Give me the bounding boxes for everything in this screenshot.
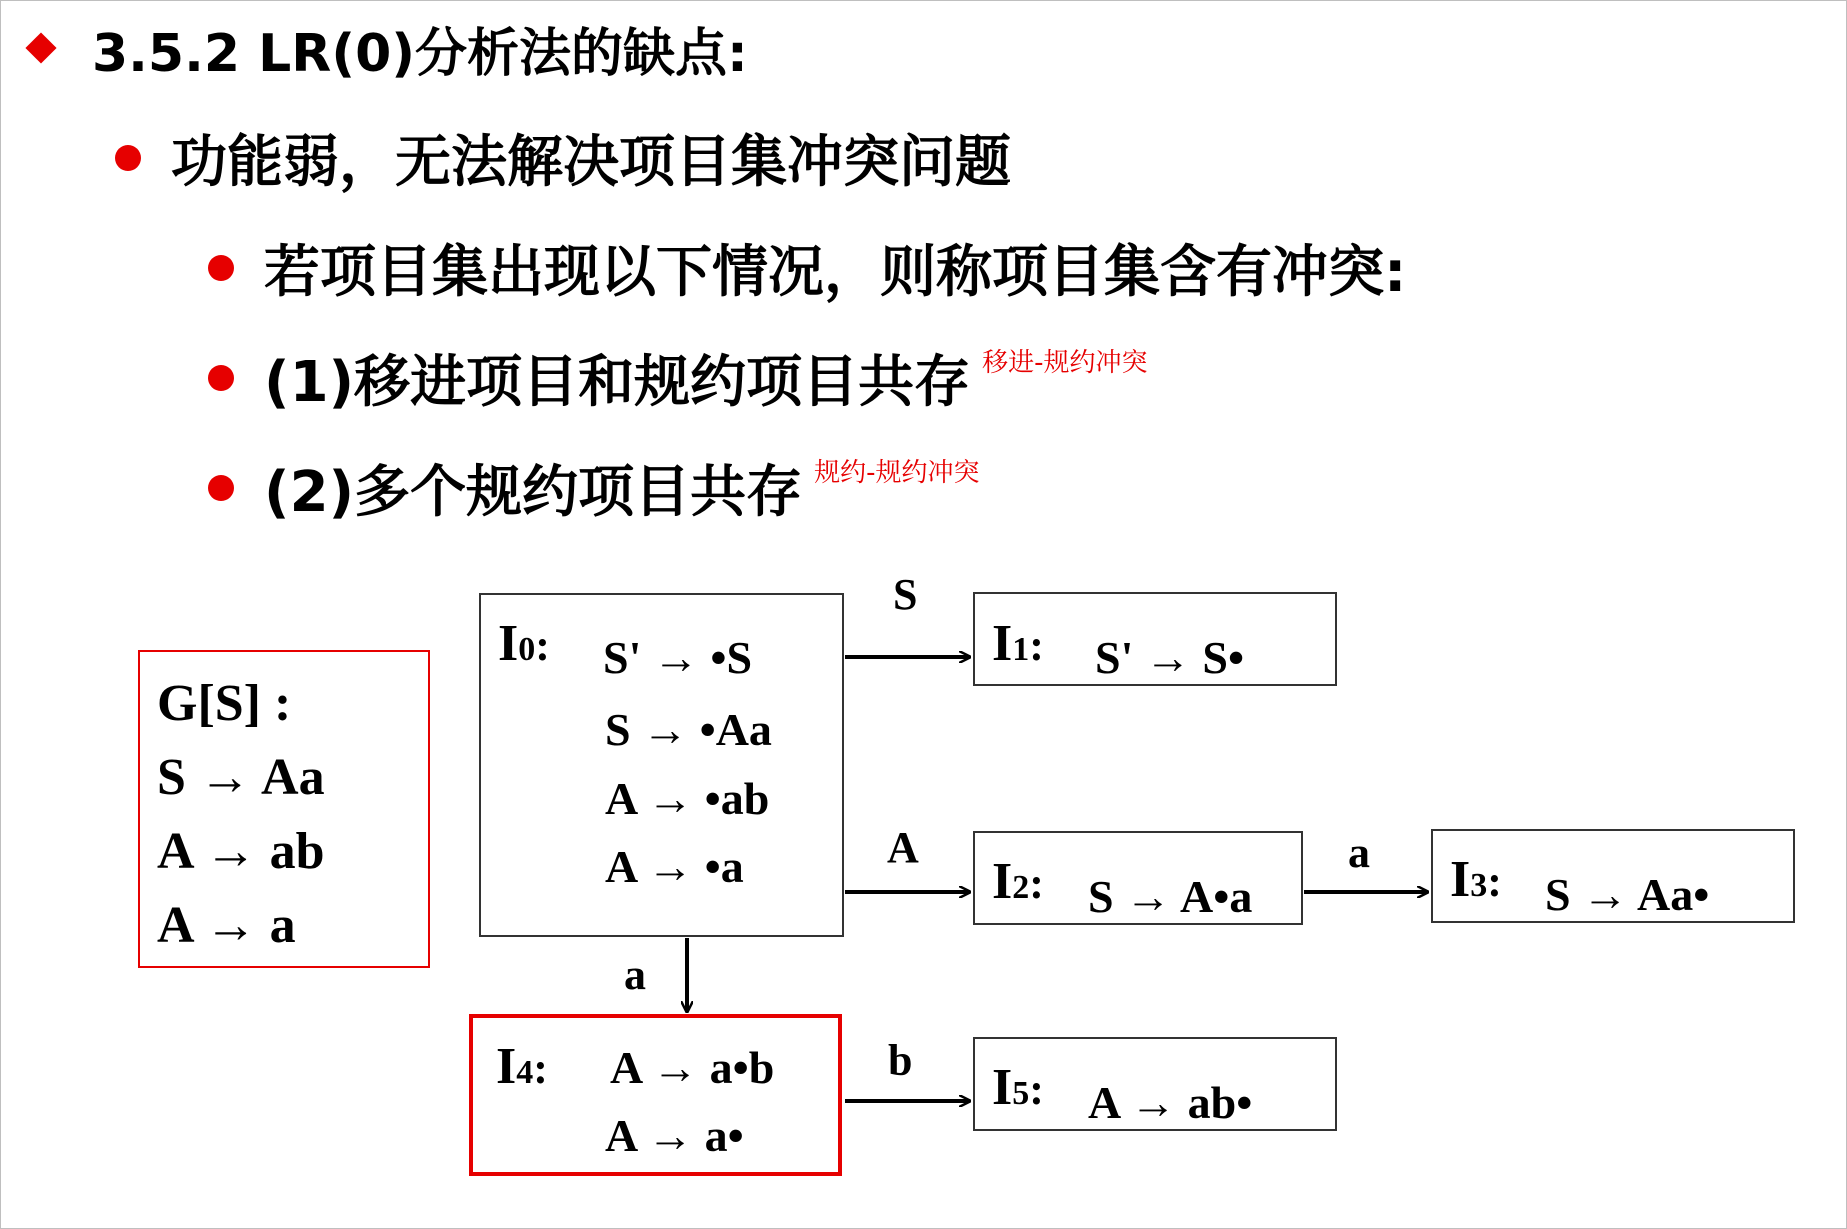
transition-i0-i1	[845, 570, 970, 657]
state-i2-item: S → A•a	[1088, 871, 1253, 922]
state-i2-label: I2:	[992, 853, 1044, 910]
bullet-1-text: 功能弱，无法解决项目集冲突问题	[171, 130, 1011, 195]
bullet-2-text: 若项目集出现以下情况，则称项目集含有冲突:	[264, 240, 1407, 305]
state-i2	[974, 832, 1302, 924]
grammar-rule: A → a	[157, 897, 296, 954]
heading-title: 3.5.2 LR(0)分析法的缺点:	[92, 23, 748, 84]
state-i4-item: A → a•	[605, 1110, 744, 1161]
transition-i0-i2	[845, 823, 970, 892]
state-i4-item: A → a•b	[610, 1042, 775, 1093]
bullet-3-note: 移进-规约冲突	[982, 347, 1148, 378]
state-i1-item: S' → S•	[1095, 632, 1245, 683]
state-i0-label: I0:	[498, 615, 550, 672]
grammar-rule: A → ab	[157, 823, 325, 880]
state-i3	[1432, 830, 1794, 922]
transition-i4-i5	[845, 1036, 970, 1101]
transition-symbol: a	[1348, 828, 1370, 877]
state-i5	[974, 1038, 1336, 1130]
state-i3-item: S → Aa•	[1545, 869, 1710, 920]
state-i0-item: S' → •S	[603, 632, 753, 683]
state-i0-item: A → •ab	[605, 773, 770, 824]
state-i0	[480, 594, 843, 936]
transition-symbol: A	[887, 823, 919, 872]
transition-symbol: S	[893, 570, 918, 619]
grammar-box	[139, 651, 429, 967]
grammar-rule: S → Aa	[157, 749, 325, 806]
state-i1-label: I1:	[992, 615, 1044, 672]
state-i0-item: S → •Aa	[605, 704, 772, 755]
state-i1	[974, 593, 1336, 685]
transition-symbol: a	[624, 950, 646, 999]
state-i5-label: I5:	[992, 1059, 1044, 1116]
transition-i0-i4	[624, 938, 687, 1012]
bullet-3-text: (1)移进项目和规约项目共存	[264, 350, 971, 415]
state-i0-item: A → •a	[605, 841, 744, 892]
state-i4-label: I4:	[496, 1038, 548, 1095]
bullet-4-text: (2)多个规约项目共存	[264, 460, 803, 525]
transition-symbol: b	[888, 1036, 913, 1085]
grammar-title: G[S] :	[157, 675, 292, 732]
state-i4	[471, 1016, 840, 1174]
bullet-4-note: 规约-规约冲突	[814, 457, 980, 488]
state-i5-item: A → ab•	[1088, 1077, 1253, 1128]
state-i3-label: I3:	[1450, 851, 1502, 908]
transition-i2-i3	[1304, 828, 1428, 892]
